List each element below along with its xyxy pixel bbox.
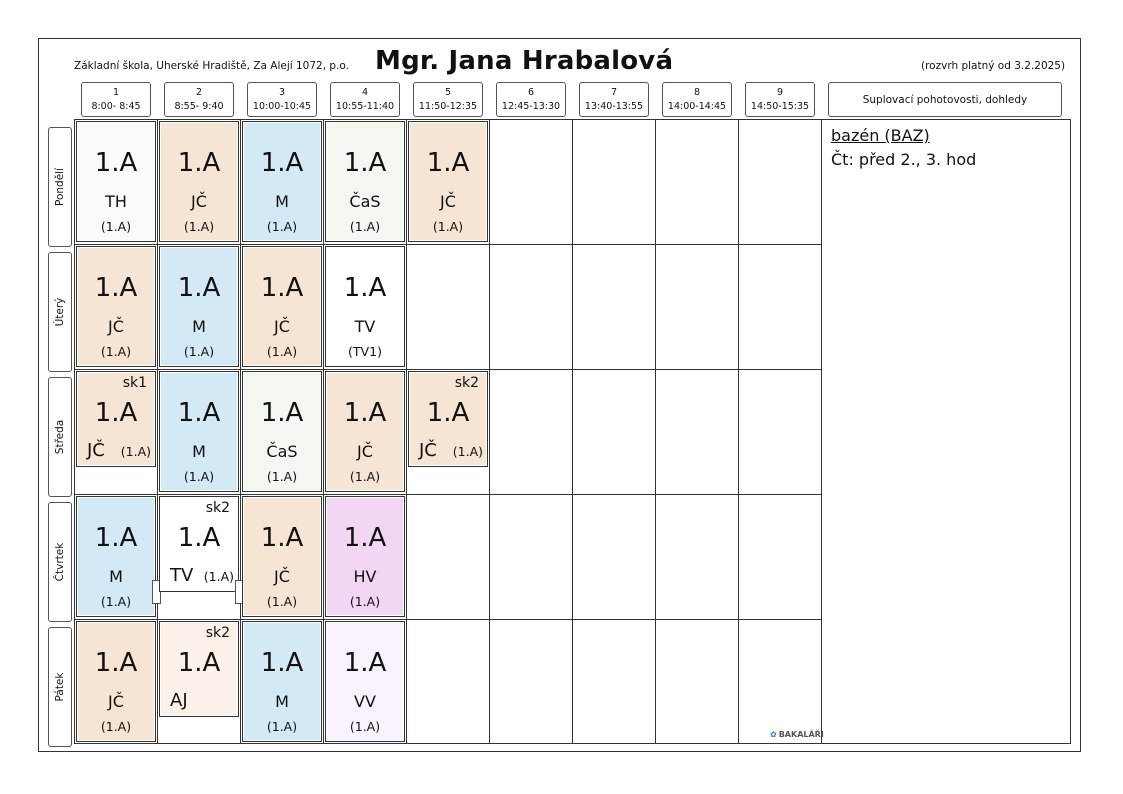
lesson-cell[interactable]: [408, 121, 488, 242]
lesson-subject: JČ: [87, 440, 105, 461]
lesson-class: 1.A: [94, 398, 138, 428]
lesson-cell[interactable]: [159, 246, 239, 367]
lesson-cell[interactable]: [76, 496, 156, 617]
lesson-subject: M: [192, 442, 206, 461]
lesson-class: 1.A: [177, 648, 221, 678]
period-time: 8:55- 9:40: [174, 101, 224, 112]
lesson-subject: M: [109, 567, 123, 586]
grid-line: [74, 369, 821, 370]
period-time: 13:40-13:55: [584, 101, 644, 112]
lesson-cell[interactable]: [76, 121, 156, 242]
lesson-room: (1.A): [203, 569, 234, 584]
lesson-subject: TV: [170, 565, 194, 586]
day-label-friday: [48, 627, 72, 747]
supervision-detail: Čt: před 2., 3. hod: [831, 150, 977, 169]
lesson-cell[interactable]: [76, 621, 156, 742]
lesson-class: 1.A: [177, 148, 221, 178]
day-label-thursday: [48, 502, 72, 622]
period-number: 5: [444, 87, 452, 98]
day-label-tuesday: [48, 252, 72, 372]
lesson-subject: JČ: [274, 567, 290, 586]
lesson-subject: M: [275, 692, 289, 711]
lesson-cell[interactable]: [159, 121, 239, 242]
grid-line: [74, 619, 821, 620]
grid-line: [821, 119, 822, 744]
lesson-room: (1.A): [183, 344, 215, 359]
period-header-9: [745, 82, 815, 117]
lesson-class: 1.A: [343, 523, 387, 553]
lesson-subject: TH: [105, 192, 127, 211]
lesson-class: 1.A: [94, 148, 138, 178]
lesson-cell[interactable]: [325, 121, 405, 242]
grid-line: [323, 119, 324, 744]
supervision-title: bazén (BAZ): [831, 126, 930, 145]
lesson-class: 1.A: [426, 148, 470, 178]
lesson-class: 1.A: [94, 648, 138, 678]
day-label-monday: [48, 127, 72, 247]
lesson-class: 1.A: [94, 273, 138, 303]
lesson-group: sk2: [454, 375, 479, 391]
lesson-room: (1.A): [183, 219, 215, 234]
day-label-wednesday: [48, 377, 72, 497]
lesson-class: 1.A: [177, 523, 221, 553]
lesson-subject: JČ: [108, 692, 124, 711]
period-number: 8: [693, 87, 701, 98]
lesson-group: sk1: [122, 375, 147, 391]
period-header-3: [247, 82, 317, 117]
lesson-room: (1.A): [100, 719, 132, 734]
period-header-7: [579, 82, 649, 117]
lesson-room: (1.A): [120, 444, 151, 459]
lesson-room: (1.A): [349, 594, 381, 609]
lesson-room: (1.A): [266, 719, 298, 734]
grid-line: [240, 119, 241, 744]
period-number: 3: [278, 87, 286, 98]
lesson-class: 1.A: [260, 398, 304, 428]
period-time: 14:00-14:45: [667, 101, 727, 112]
lesson-room: (1.A): [349, 219, 381, 234]
lesson-cell[interactable]: [242, 121, 322, 242]
bakalari-logo: [770, 730, 824, 739]
lesson-cell[interactable]: [408, 371, 488, 467]
lesson-cell[interactable]: [242, 246, 322, 367]
logo-icon: ✿: [770, 730, 777, 739]
lesson-class: 1.A: [177, 398, 221, 428]
lesson-subject: ČaS: [349, 192, 381, 211]
period-header-8: [662, 82, 732, 117]
lesson-room: (1.A): [349, 719, 381, 734]
lesson-cell[interactable]: [159, 621, 239, 717]
teacher-name: Mgr. Jana Hrabalová: [375, 46, 674, 76]
lesson-subject: JČ: [274, 317, 290, 336]
lesson-cell[interactable]: [242, 621, 322, 742]
period-header-1: [81, 82, 151, 117]
lesson-room: (1.A): [100, 594, 132, 609]
lesson-cell[interactable]: [325, 371, 405, 492]
lesson-class: 1.A: [260, 148, 304, 178]
grid-line: [157, 119, 158, 744]
period-time: 11:50-12:35: [418, 101, 478, 112]
period-time: 14:50-15:35: [750, 101, 810, 112]
grid-line: [74, 494, 821, 495]
lesson-room: (1.A): [266, 469, 298, 484]
lesson-class: 1.A: [426, 398, 470, 428]
lesson-room: (1.A): [266, 219, 298, 234]
lesson-cell[interactable]: [159, 371, 239, 492]
lesson-cell[interactable]: [76, 371, 156, 467]
lesson-class: 1.A: [260, 523, 304, 553]
day-label-text: Pátek: [54, 672, 66, 702]
period-number: 6: [527, 87, 535, 98]
lesson-subject: AJ: [170, 690, 188, 711]
lesson-cell[interactable]: [325, 496, 405, 617]
period-number: 7: [610, 87, 618, 98]
period-number: 2: [195, 87, 203, 98]
lesson-cell[interactable]: [325, 246, 405, 367]
lesson-room: (1.A): [100, 219, 132, 234]
day-label-text: Středa: [54, 419, 66, 455]
lesson-subject: JČ: [357, 442, 373, 461]
lesson-room: (1.A): [183, 469, 215, 484]
lesson-group: sk2: [205, 625, 230, 641]
grid-line: [74, 244, 821, 245]
lesson-group: sk2: [205, 500, 230, 516]
lesson-subject: VV: [354, 692, 376, 711]
lesson-subject: TV: [354, 317, 376, 336]
lesson-class: 1.A: [343, 398, 387, 428]
lesson-cell[interactable]: [242, 371, 322, 492]
logo-text: BAKALÁŘI: [778, 730, 824, 739]
school-name: Základní škola, Uherské Hradiště, Za Alejí 1072, p.o.: [74, 60, 349, 72]
grid-line: [655, 119, 656, 744]
period-header-5: [413, 82, 483, 117]
grid-line: [738, 119, 739, 744]
lesson-cell[interactable]: [325, 621, 405, 742]
lesson-room: (1.A): [266, 594, 298, 609]
lesson-room: (1.A): [100, 344, 132, 359]
lesson-class: 1.A: [260, 648, 304, 678]
period-time: 8:00- 8:45: [91, 101, 141, 112]
period-time: 10:55-11:40: [335, 101, 395, 112]
lesson-cell[interactable]: [159, 496, 239, 592]
lesson-room: (1.A): [349, 469, 381, 484]
day-label-text: Čtvrtek: [54, 542, 66, 582]
lesson-room: (1.A): [432, 219, 464, 234]
lesson-subject: HV: [353, 567, 377, 586]
lesson-class: 1.A: [177, 273, 221, 303]
period-header-6: [496, 82, 566, 117]
lesson-room: (1.A): [266, 344, 298, 359]
grid-line: [489, 119, 490, 744]
period-time: 10:00-10:45: [252, 101, 312, 112]
lesson-cell[interactable]: [242, 496, 322, 617]
lesson-class: 1.A: [343, 648, 387, 678]
grid-line: [406, 119, 407, 744]
lesson-cell[interactable]: [76, 246, 156, 367]
supervision-header: Suplovací pohotovosti, dohledy: [828, 82, 1062, 117]
lesson-class: 1.A: [260, 273, 304, 303]
grid-line: [572, 119, 573, 744]
period-time: 12:45-13:30: [501, 101, 561, 112]
day-label-text: Pondělí: [54, 168, 66, 206]
lesson-subject: ČaS: [266, 442, 298, 461]
lesson-subject: JČ: [191, 192, 207, 211]
lesson-room: (1.A): [452, 444, 483, 459]
period-number: 1: [112, 87, 120, 98]
lesson-subject: JČ: [108, 317, 124, 336]
day-label-text: Úterý: [54, 297, 66, 327]
lesson-subject: M: [275, 192, 289, 211]
period-number: 4: [361, 87, 369, 98]
validity-note: (rozvrh platný od 3.2.2025): [921, 60, 1066, 72]
lesson-subject: JČ: [419, 440, 437, 461]
lesson-room: (TV1): [348, 344, 382, 359]
period-number: 9: [776, 87, 784, 98]
period-header-4: [330, 82, 400, 117]
lesson-subject: JČ: [440, 192, 456, 211]
lesson-class: 1.A: [343, 273, 387, 303]
period-header-2: [164, 82, 234, 117]
lesson-class: 1.A: [343, 148, 387, 178]
lesson-class: 1.A: [94, 523, 138, 553]
lesson-subject: M: [192, 317, 206, 336]
